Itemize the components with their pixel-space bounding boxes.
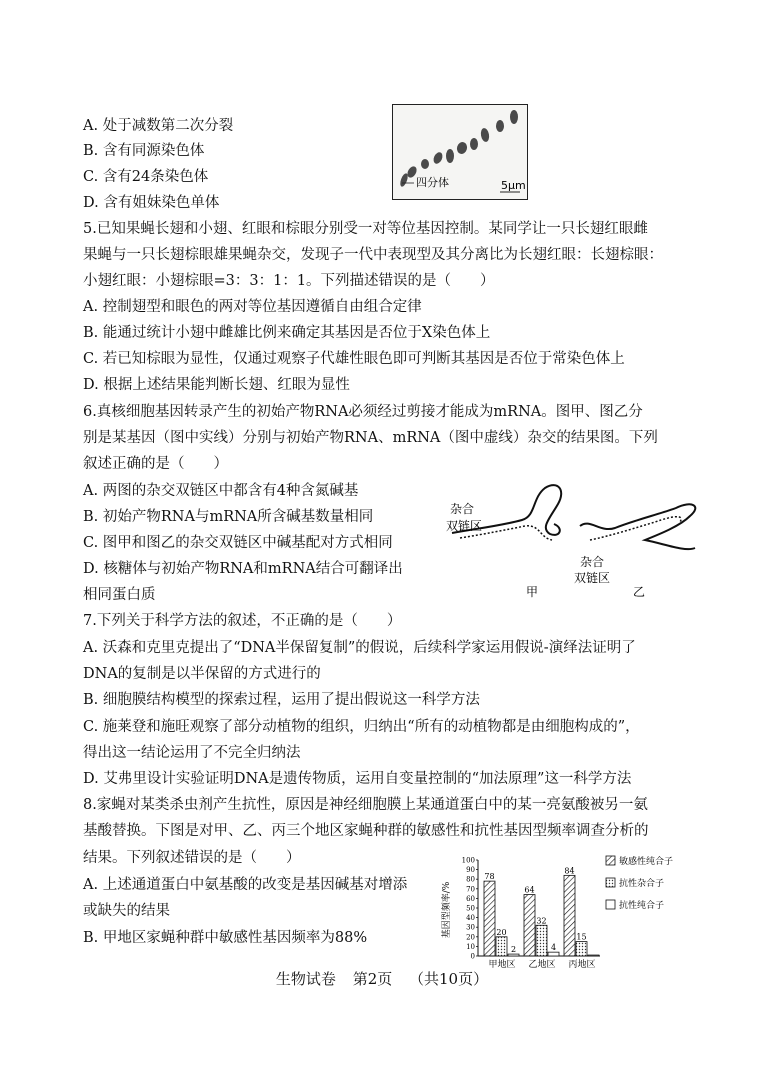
bar-2-2 xyxy=(588,955,599,956)
chromosome xyxy=(446,149,454,163)
q7-option-a: A. 沃森和克里克提出了“DNA半保留复制”的假说，后续科学家运用假说-演绎法证明了 xyxy=(83,640,636,656)
chromosome-micrograph xyxy=(392,104,528,200)
y-tick-label: 70 xyxy=(466,885,475,894)
y-tick-label: 60 xyxy=(466,894,475,903)
q7-stem: 7.下列关于科学方法的叙述，不正确的是（ ） xyxy=(83,613,402,629)
q6-option-b: B. 初始产物RNA与mRNA所含碱基数量相同 xyxy=(83,509,374,525)
bar-value-label: 78 xyxy=(484,872,495,882)
q5-stem-line: 5.已知果蝇长翅和小翅、红眼和棕眼分别受一对等位基因控制。某同学让一只长翅红眼雌 xyxy=(83,221,648,237)
q8-option-b: B. 甲地区家蝇种群中敏感性基因频率为88% xyxy=(83,930,368,946)
y-tick-label: 80 xyxy=(466,875,475,884)
q5-option-a: A. 控制翅型和眼色的两对等位基因遵循自由组合定律 xyxy=(83,299,422,315)
genotype-frequency-chart xyxy=(440,852,720,970)
bar-value-label: 15 xyxy=(576,932,587,942)
chromosome xyxy=(421,159,429,169)
tetrad-label: 四分体 xyxy=(416,176,449,189)
q4-option-c: C. 含有24条染色体 xyxy=(83,169,209,185)
q8-option-a: A. 上述通道蛋白中氨基酸的改变是基因碱基对增添 xyxy=(83,877,408,893)
bar-value-label: 2 xyxy=(510,945,517,955)
q6-stem-line: 别是某基因（图中实线）分别与初始产物RNA、mRNA（图中虚线）杂交的结果图。下列 xyxy=(83,430,658,446)
q5-stem-line: 果蝇与一只长翅棕眼雄果蝇杂交，发现子一代中表现型及其分离比为长翅红眼：长翅棕眼： xyxy=(83,247,663,263)
q7-option-b: B. 细胞膜结构模型的探索过程，运用了提出假说这一科学方法 xyxy=(83,692,480,708)
legend-swatch xyxy=(606,856,615,865)
footer-subject: 生物试卷 xyxy=(275,970,336,988)
legend-label: 抗性纯合子 xyxy=(619,901,665,911)
bar-value-label: 4 xyxy=(550,943,557,953)
y-tick-label: 40 xyxy=(466,914,475,923)
label-jia: 甲 xyxy=(526,585,539,599)
bar-1-2 xyxy=(548,952,559,956)
bar-value-label: 64 xyxy=(524,885,535,895)
chromosome xyxy=(470,138,478,150)
q7-option-c-cont: 得出这一结论运用了不完全归纳法 xyxy=(83,745,301,761)
y-tick-label: 50 xyxy=(466,904,475,913)
bar-2-0 xyxy=(564,875,575,956)
legend-swatch xyxy=(606,900,615,909)
label-a1: 杂合 xyxy=(450,502,475,516)
q5-option-b: B. 能通过统计小翅中雌雄比例来确定其基因是否位于X染色体上 xyxy=(83,325,491,341)
bar-1-1 xyxy=(536,925,547,956)
bar-1-0 xyxy=(524,895,535,956)
label-b1: 杂合 xyxy=(580,555,605,569)
y-axis-label: 基因型频率/% xyxy=(442,881,452,939)
q6-option-d: D. 核糖体与初始产物RNA和mRNA结合可翻译出 xyxy=(83,561,403,577)
chromosome xyxy=(510,110,518,124)
q7-option-c: C. 施莱登和施旺观察了部分动植物的组织，归纳出“所有的动植物都是由细胞构成的”， xyxy=(83,719,640,735)
q8-option-a-cont: 或缺失的结果 xyxy=(83,903,170,919)
scale-label: 5μm xyxy=(501,179,526,192)
q4-option-a: A. 处于减数第二次分裂 xyxy=(83,118,234,134)
legend-swatch xyxy=(606,878,615,887)
q7-option-d: D. 艾弗里设计实验证明DNA是遗传物质，运用自变量控制的“加法原理”这一科学方法 xyxy=(83,771,632,787)
y-tick-label: 10 xyxy=(466,942,475,951)
x-category-label: 甲地区 xyxy=(488,960,516,970)
bar-value-label: 20 xyxy=(496,927,507,937)
y-tick-label: 30 xyxy=(466,923,475,932)
q4-option-d: D. 含有姐妹染色单体 xyxy=(83,195,220,211)
q6-option-d-cont: 相同蛋白质 xyxy=(83,587,156,603)
q8-stem-line: 基酸替换。下图是对甲、乙、丙三个地区家蝇种群的敏感性和抗性基因型频率调查分析的 xyxy=(83,823,649,839)
q6-stem-line: 叙述正确的是（ ） xyxy=(83,456,228,472)
bar-value-label: 84 xyxy=(564,866,575,876)
x-category-label: 丙地区 xyxy=(568,960,596,970)
bar-value-label: 32 xyxy=(536,916,547,926)
footer-total: （共10页） xyxy=(409,970,489,988)
y-tick-label: 20 xyxy=(466,933,475,942)
bar-0-1 xyxy=(496,937,507,956)
label-a2: 双链区 xyxy=(446,519,483,533)
q7-option-a-cont: DNA的复制是以半保留的方式进行的 xyxy=(83,666,321,682)
y-tick-label: 100 xyxy=(461,856,475,865)
footer-page: 第2页 xyxy=(352,970,393,988)
q5-stem-line: 小翅红眼：小翅棕眼=3：3：1：1。下列描述错误的是（ ） xyxy=(83,273,495,289)
q8-stem-line: 8.家蝇对某类杀虫剂产生抗性，原因是神经细胞膜上某通道蛋白中的某一亮氨酸被另一氨 xyxy=(83,797,648,813)
hybridization-figure xyxy=(440,478,710,603)
q4-option-b: B. 含有同源染色体 xyxy=(83,143,205,159)
q6-option-c: C. 图甲和图乙的杂交双链区中碱基配对方式相同 xyxy=(83,535,393,551)
x-category-label: 乙地区 xyxy=(528,960,556,970)
legend-label: 敏感性纯合子 xyxy=(619,857,674,867)
bar-0-2 xyxy=(508,954,519,956)
chromosome xyxy=(496,120,504,132)
label-b2: 双链区 xyxy=(574,571,611,585)
y-tick-label: 90 xyxy=(466,866,475,875)
y-tick-label: 0 xyxy=(470,952,475,961)
q5-option-d: D. 根据上述结果能判断长翅、红眼为显性 xyxy=(83,377,350,393)
q8-stem-line: 结果。下列叙述错误的是（ ） xyxy=(83,850,301,866)
q5-option-c: C. 若已知棕眼为显性，仅通过观察子代雄性眼色即可判断其基因是否位于常染色体上 xyxy=(83,351,625,367)
bar-0-0 xyxy=(484,881,495,956)
bar-2-1 xyxy=(576,942,587,956)
q6-stem-line: 6.真核细胞基因转录产生的初始产物RNA必须经过剪接才能成为mRNA。图甲、图乙分 xyxy=(83,404,643,420)
q6-option-a: A. 两图的杂交双链区中都含有4种含氮碱基 xyxy=(83,483,359,499)
label-yi: 乙 xyxy=(633,585,646,599)
page-footer xyxy=(0,968,764,989)
legend-label: 抗性杂合子 xyxy=(619,879,665,889)
